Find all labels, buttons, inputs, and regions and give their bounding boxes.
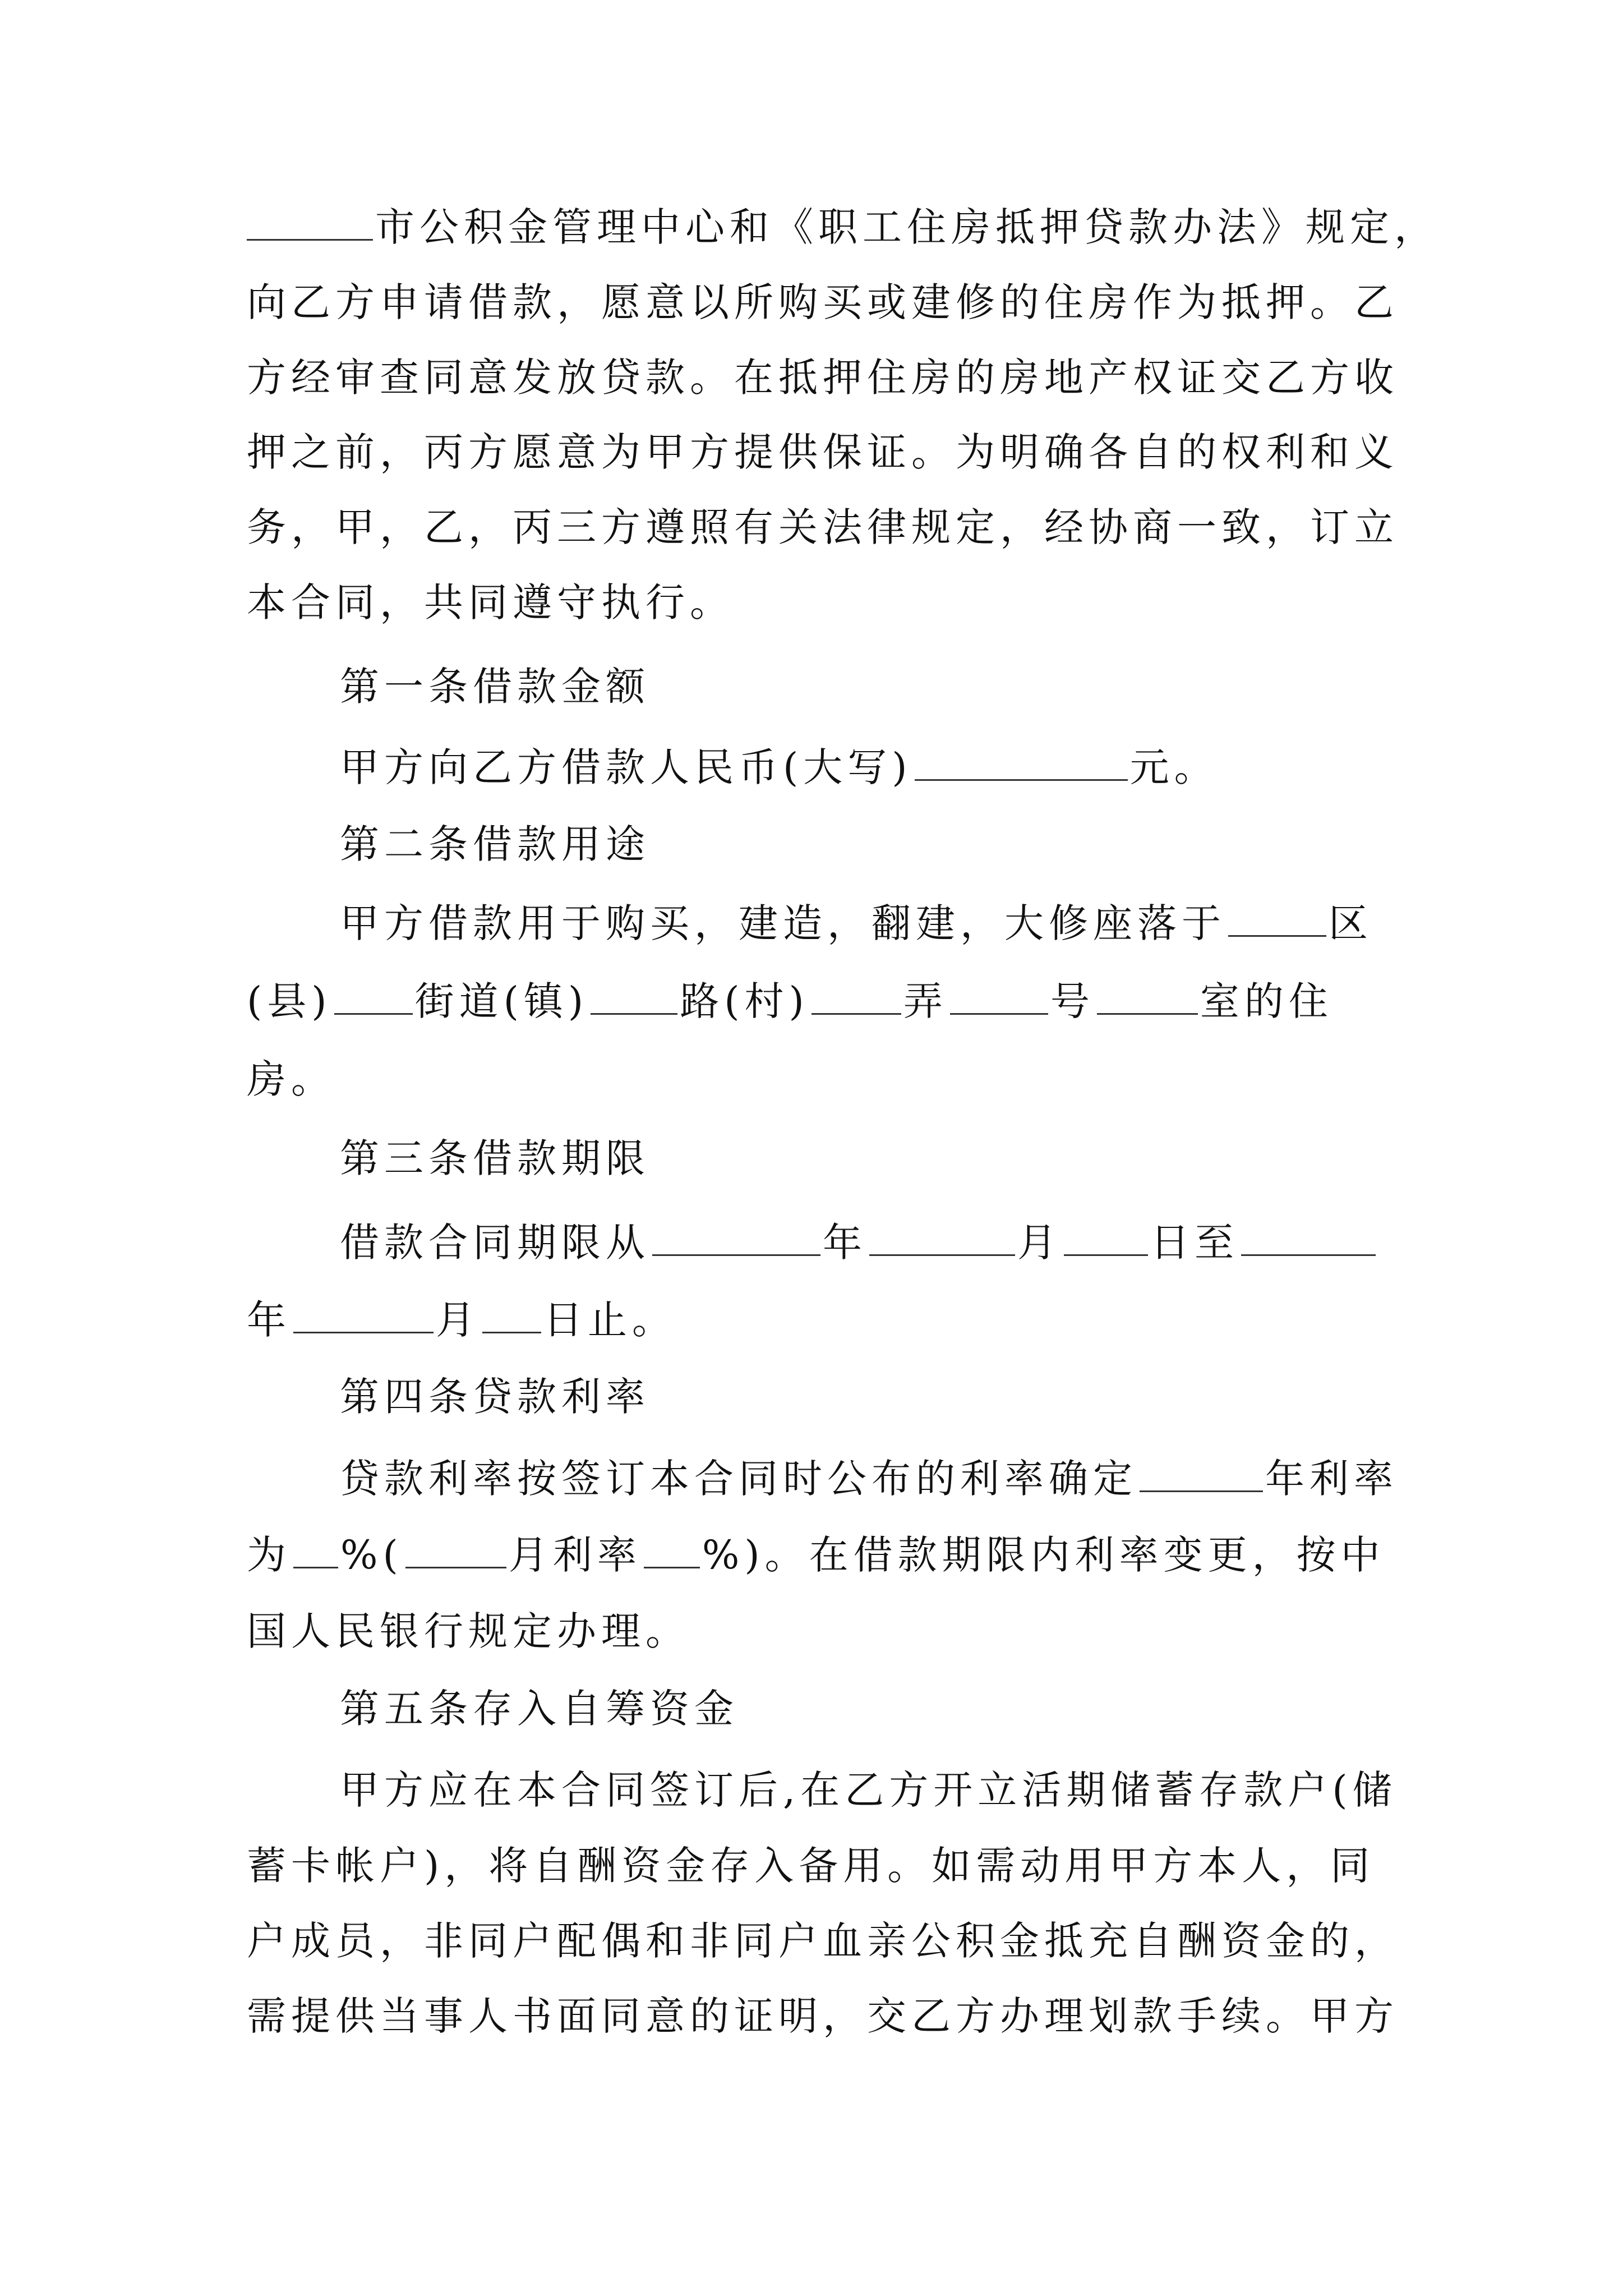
article2-line-2: (县) 街道(镇) 路(村) 弄 号 室的住 bbox=[247, 978, 1333, 1024]
intro-line-2: 向乙方申请借款，愿意以所购买或建修的住房作为抵押。乙 bbox=[247, 279, 1399, 325]
article2-line-3: 房。 bbox=[247, 1056, 335, 1102]
rate-date-blank bbox=[1140, 1457, 1263, 1492]
district-blank bbox=[1228, 901, 1326, 937]
number-blank bbox=[950, 979, 1048, 1015]
article5-line-4: 需提供当事人书面同意的证明，交乙方办理划款手续。甲方 bbox=[247, 1993, 1399, 2039]
end-month-blank bbox=[293, 1298, 434, 1333]
start-year-blank bbox=[652, 1221, 820, 1256]
monthly-rate-blank bbox=[644, 1533, 700, 1568]
room-blank bbox=[1097, 979, 1198, 1015]
article4-line-1: 贷款利率按签订本合同时公布的利率确定 年利率 bbox=[340, 1456, 1398, 1502]
article4-line-3: 国人民银行规定办理。 bbox=[247, 1608, 690, 1654]
article4-heading: 第四条贷款利率 bbox=[340, 1374, 650, 1420]
article2-heading: 第二条借款用途 bbox=[340, 821, 650, 867]
start-day-blank bbox=[1064, 1221, 1148, 1256]
article2-line-1: 甲方借款用于购买，建造，翻建，大修座落于 区 bbox=[340, 900, 1373, 946]
annual-rate-blank bbox=[293, 1533, 338, 1568]
start-month-blank bbox=[869, 1221, 1015, 1256]
intro-line-4: 押之前，丙方愿意为甲方提供保证。为明确各自的权利和义 bbox=[247, 429, 1399, 475]
article5-line-2: 蓄卡帐户)，将自酬资金存入备用。如需动用甲方本人，同 bbox=[247, 1843, 1375, 1889]
article1-text: 甲方向乙方借款人民币(大写) 元。 bbox=[340, 744, 1219, 790]
intro-line-6: 本合同，共同遵守执行。 bbox=[247, 579, 734, 625]
article1-heading: 第一条借款金额 bbox=[340, 664, 650, 710]
street-blank bbox=[334, 979, 413, 1015]
road-blank bbox=[591, 979, 677, 1015]
end-day-blank bbox=[482, 1298, 541, 1333]
intro-line-3: 方经审查同意发放贷款。在抵押住房的房地产权证交乙方收 bbox=[247, 355, 1399, 401]
article4-line-2: 为 %( 月利率 %)。在借款期限内利率变更，按中 bbox=[247, 1532, 1385, 1578]
lane-blank bbox=[811, 979, 901, 1015]
article3-line-2: 年 月 日止。 bbox=[247, 1297, 676, 1343]
article5-line-1: 甲方应在本合同签订后,在乙方开立活期储蓄存款户(储 bbox=[340, 1767, 1397, 1813]
article5-heading: 第五条存入自筹资金 bbox=[340, 1686, 739, 1732]
amount-blank bbox=[915, 746, 1128, 781]
article3-heading: 第三条借款期限 bbox=[340, 1135, 650, 1181]
article3-line-1: 借款合同期限从 年 月 日至 bbox=[340, 1214, 1378, 1271]
intro-line-1: 市公积金管理中心和《职工住房抵押贷款办法》规定， bbox=[247, 199, 1438, 255]
city-blank bbox=[247, 205, 373, 241]
rate-note-blank bbox=[405, 1533, 506, 1568]
intro-line-5: 务，甲，乙，丙三方遵照有关法律规定，经协商一致，订立 bbox=[247, 504, 1399, 550]
end-year-blank bbox=[1241, 1221, 1376, 1256]
article5-line-3: 户成员，非同户配偶和非同户血亲公积金抵充自酬资金的， bbox=[247, 1918, 1399, 1964]
